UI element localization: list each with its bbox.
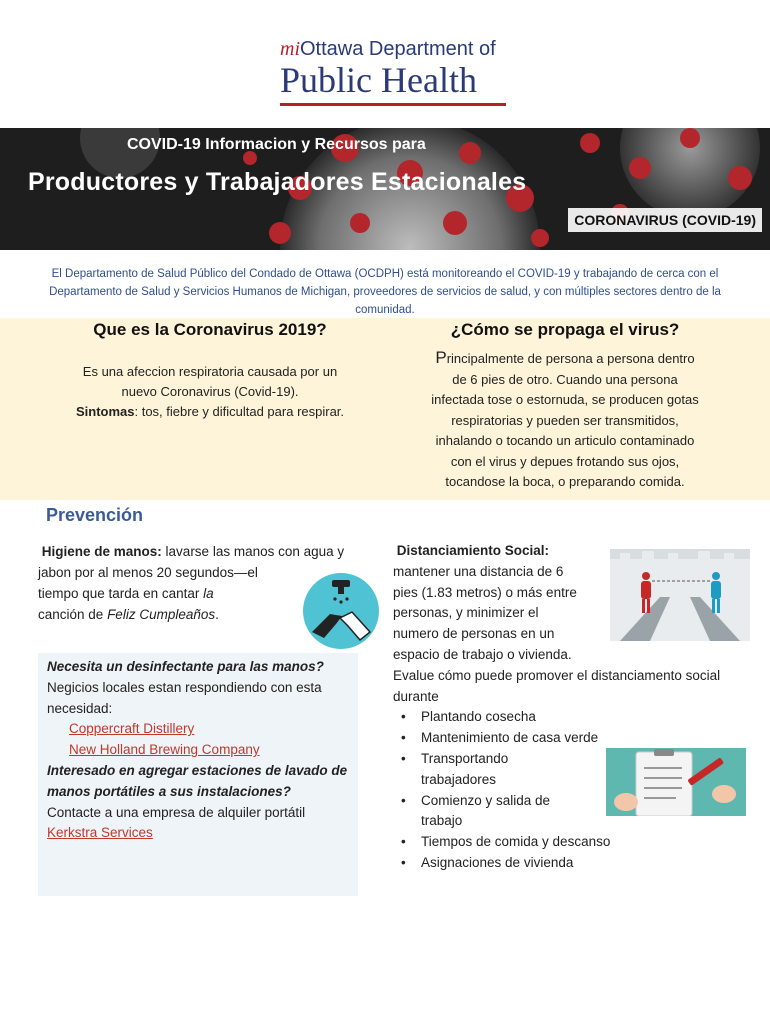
- what-line1: Es una afeccion respiratoria causada por un: [82, 364, 338, 379]
- department-logo: [280, 38, 510, 106]
- social-distancing-text: [393, 541, 753, 874]
- what-is-heading: Que es la Coronavirus 2019?: [93, 320, 327, 339]
- covid-tag: CORONAVIRUS (COVID-19): [568, 208, 762, 232]
- info-section: [0, 318, 770, 500]
- symptoms-text: : tos, fiebre y dificultad para respirar.: [134, 404, 345, 419]
- spread-line: inhalando o tocando un articulo contaminado: [435, 433, 695, 448]
- list-item: • Plantando cosecha: [401, 707, 753, 728]
- list-item: • Mantenimiento de casa verde: [401, 728, 753, 749]
- list-item: • Tiempos de comida y descanso: [401, 832, 753, 853]
- logo-rule: [280, 103, 506, 106]
- spread-line: infectada tose o estornuda, se producen gotas: [431, 392, 699, 407]
- sanitizer-info-box: [38, 653, 358, 896]
- logo-mi: mi: [280, 38, 300, 60]
- banner-title: Productores y Trabajadores Estacionales: [28, 168, 527, 196]
- hands-line3-text: tiempo que tarda en cantar: [38, 586, 204, 601]
- new-holland-link[interactable]: New Holland Brewing Company: [69, 742, 260, 758]
- social-line: espacio de trabajo o vivienda.: [393, 646, 572, 662]
- hands-text: lavarse las manos con agua y: [161, 544, 345, 559]
- list-item: • Asignaciones de vivienda: [401, 853, 753, 874]
- coppercraft-link[interactable]: Coppercraft Distillery: [69, 721, 195, 737]
- hands-line1: [38, 541, 383, 562]
- hands-line4-end: .: [215, 607, 219, 622]
- logo-line1: [280, 38, 510, 61]
- spread-line: tocandose la boca, o preparando comida.: [445, 474, 685, 489]
- spread-line: con el virus y depues frotando sus ojos,: [450, 453, 680, 469]
- clipboard-image: [606, 748, 746, 816]
- kerkstra-link[interactable]: Kerkstra Services: [47, 825, 153, 841]
- what-line2: nuevo Coronavirus (Covid-19).: [121, 384, 299, 399]
- spread-body: [400, 348, 730, 493]
- handwash-station-question: Interesado en agregar estaciones de lavado de manos portátiles a sus instalaciones?: [47, 762, 348, 799]
- social-line: mantener una distancia de 6: [393, 563, 564, 579]
- hands-line3-italic: la: [203, 586, 214, 601]
- social-line: pies (1.83 metros) o más entre: [393, 584, 577, 600]
- spread-heading: ¿Cómo se propaga el virus?: [450, 320, 680, 339]
- banner: [0, 128, 770, 250]
- spread-text: rincipalmente de persona a persona dentro: [446, 351, 695, 366]
- list-item: • Comienzo y salida de trabajo: [401, 791, 571, 833]
- rental-text: Contacte a una empresa de alquiler portátil: [47, 804, 306, 820]
- what-is-column: [40, 318, 380, 422]
- hands-line2: jabon por al menos 20 segundos—el: [38, 565, 258, 580]
- what-is-body: [40, 362, 380, 422]
- song-name: Feliz Cumpleaños: [107, 607, 216, 622]
- list-item: • Transportando trabajadores: [401, 749, 511, 791]
- spread-column: [400, 318, 730, 493]
- symptoms-label: Sintomas: [75, 404, 135, 419]
- social-label-line: [393, 541, 753, 562]
- intro-text: El Departamento de Salud Público del Condado de Ottawa (OCDPH) está monitoreando el COVID-19 y trabajando de cerca con el Departamento de Salud y Servicios Humanos de Michigan, proveedores de servicios de salud, y con múltiples sectores dentro de la comunidad.: [49, 268, 721, 316]
- evaluate-text: Evalue cómo puede promover el distanciamento social durante: [393, 667, 721, 704]
- handwashing-icon: [302, 572, 380, 650]
- social-line: personas, y minimizer el: [393, 605, 539, 621]
- spread-line: de 6 pies de otro. Cuando una persona: [452, 371, 678, 387]
- hands-line4-text: canción de: [38, 607, 108, 622]
- spread-line-0: [400, 348, 730, 370]
- banner-subtitle: COVID-19 Informacion y Recursos para: [127, 136, 426, 153]
- social-label: Distanciamiento Social:: [396, 543, 550, 558]
- sanitizer-question: Necesita un desinfectante para las manos?: [47, 659, 324, 674]
- symptoms-line: [40, 402, 380, 422]
- spread-line: respiratorias y pueden ser transmitidos,: [451, 412, 679, 428]
- prevention-title: Prevención: [46, 505, 144, 525]
- drop-cap: P: [435, 348, 447, 367]
- social-line: numero de personas en un: [393, 626, 555, 642]
- sanitizer-text: Negicios locales estan respondiendo con esta necesidad:: [47, 679, 322, 716]
- logo-line1-text: Ottawa Department of: [300, 38, 496, 60]
- logo-line2: Public Health: [280, 60, 477, 100]
- hands-label: Higiene de manos:: [41, 544, 162, 559]
